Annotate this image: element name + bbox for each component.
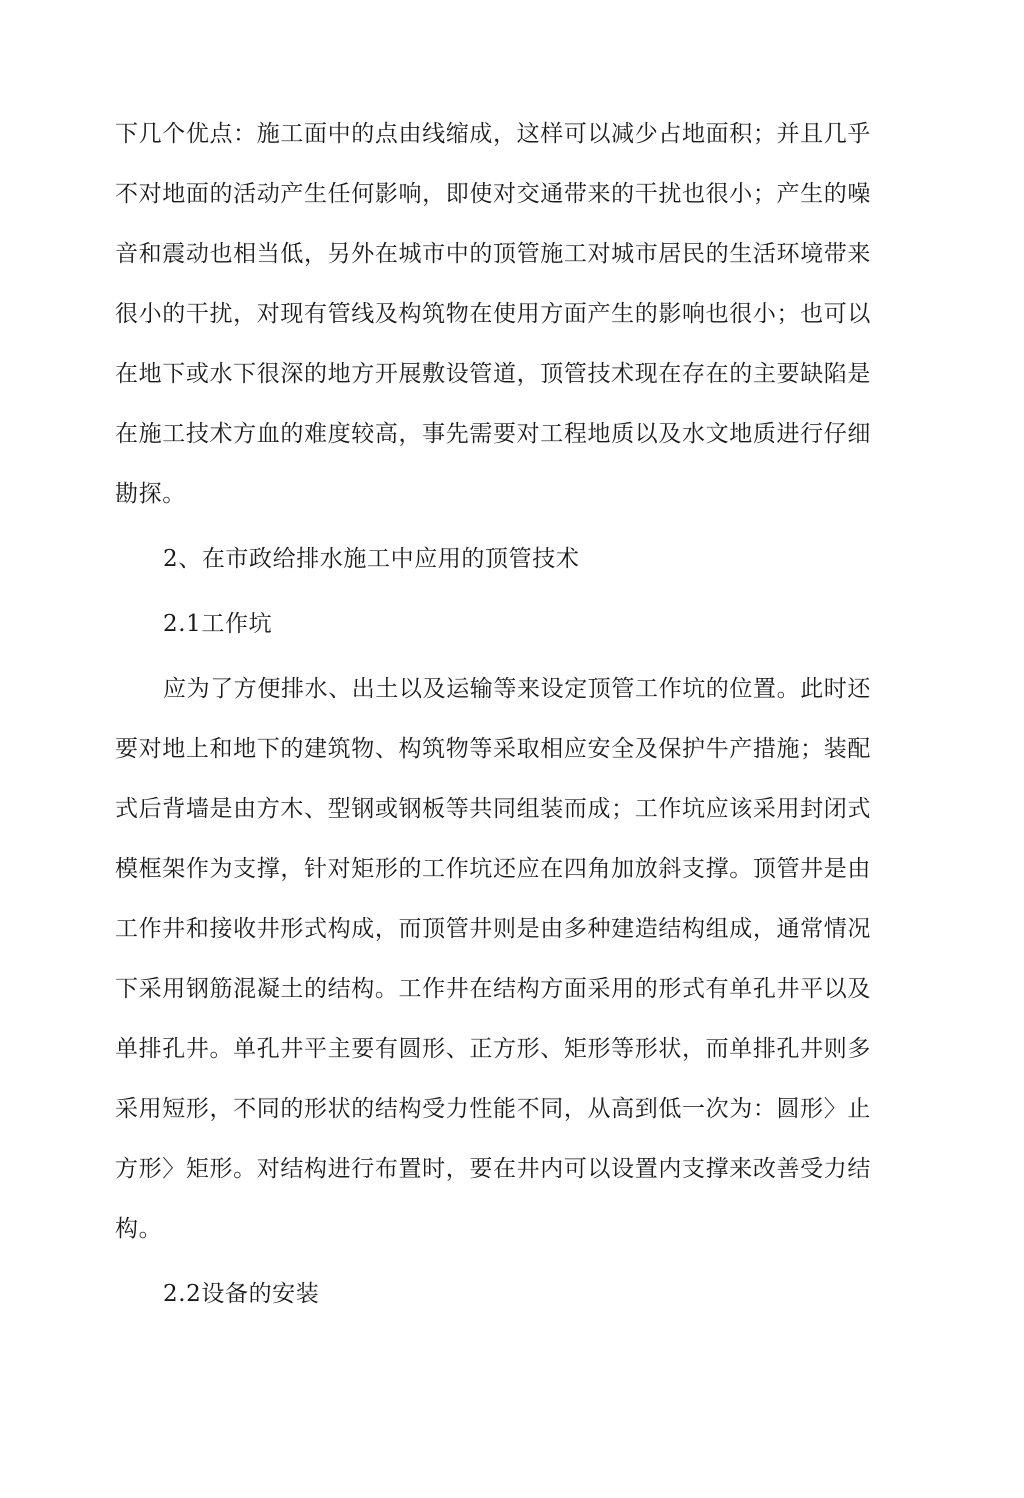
subsection-heading-2-1: 2.1工作坑 xyxy=(163,611,273,637)
paragraph-work-pit: 应为了方便排水、出土以及运输等来设定顶管工作坑的位置。此时还要对地上和地下的建筑物、构筑物等采取相应安全及保护牛产措施；装配式后背墙是由方木、型钢或钢板等共同组装而成；工作坑应该采用封闭式模框架作为支撑，针对矩形的工作坑还应在四角加放斜支撑。顶管井是由工作井和接收井形式构成，而顶管井则是由多种建造结构组成，通常情况下采用钢筋混凝土的结构。工作井在结构方面采用的形式有单孔井平以及单排孔井。单孔井平主要有圆形、正方形、矩形等形状，而单排孔井则多采用短形，不同的形状的结构受力性能不同，从高到低一次为：圆形〉止方形〉矩形。对结构进行布置时，要在井内可以设置内支撑来改善受力结构。 xyxy=(115,676,871,1242)
paragraph-advantages: 下几个优点：施工面中的点由线缩成，这样可以减少占地面积；并且几乎不对地面的活动产生任何影响，即使对交通带来的干扰也很小；产生的噪音和震动也相当低，另外在城市中的顶管施工对城市居民的生活环境带来很小的干扰，对现有管线及构筑物在使用方面产生的影响也很小；也可以在地下或水下很深的地方开展敷设管道，顶管技术现在存在的主要缺陷是在施工技术方血的难度较高，事先需要对工程地质以及水文地质进行仔细勘探。 xyxy=(115,121,871,507)
section-heading-2: 2、在市政给排水施工中应用的顶管技术 xyxy=(163,546,580,572)
subsection-heading-2-2: 2.2设备的安装 xyxy=(163,1281,320,1307)
document-body xyxy=(115,104,871,1329)
